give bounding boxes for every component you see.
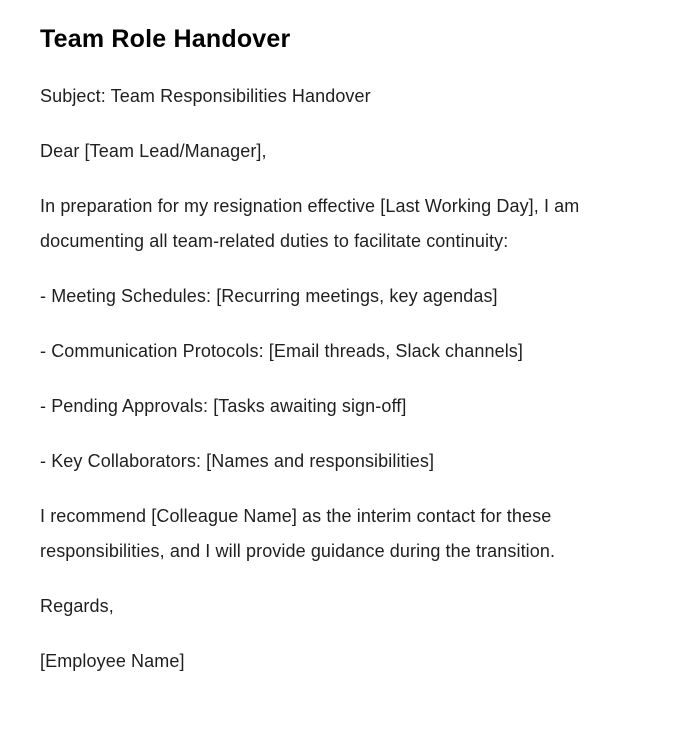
list-item-key-collaborators: - Key Collaborators: [Names and responsibilities]: [40, 451, 435, 471]
list-item-communication-protocols: - Communication Protocols: [Email threads, Slack channels]: [40, 341, 524, 361]
list-item-pending-approvals: - Pending Approvals: [Tasks awaiting sign-off]: [40, 396, 407, 416]
page-title: Team Role Handover: [40, 25, 291, 53]
paragraph-subject: Subject: Team Responsibilities Handover: [40, 86, 371, 106]
paragraph-salutation: Dear [Team Lead/Manager],: [40, 141, 267, 161]
paragraph-closing: Regards,: [40, 596, 114, 616]
paragraph-recommendation: I recommend [Colleague Name] as the interim contact for these responsibilities, and I will provide guidance during the transition.: [40, 506, 556, 561]
list-item-meeting-schedules: - Meeting Schedules: [Recurring meetings, key agendas]: [40, 286, 498, 306]
paragraph-intro: In preparation for my resignation effective [Last Working Day], I am documenting all team-related duties to facilitate continuity:: [40, 196, 580, 251]
paragraph-signature: [Employee Name]: [40, 651, 185, 671]
